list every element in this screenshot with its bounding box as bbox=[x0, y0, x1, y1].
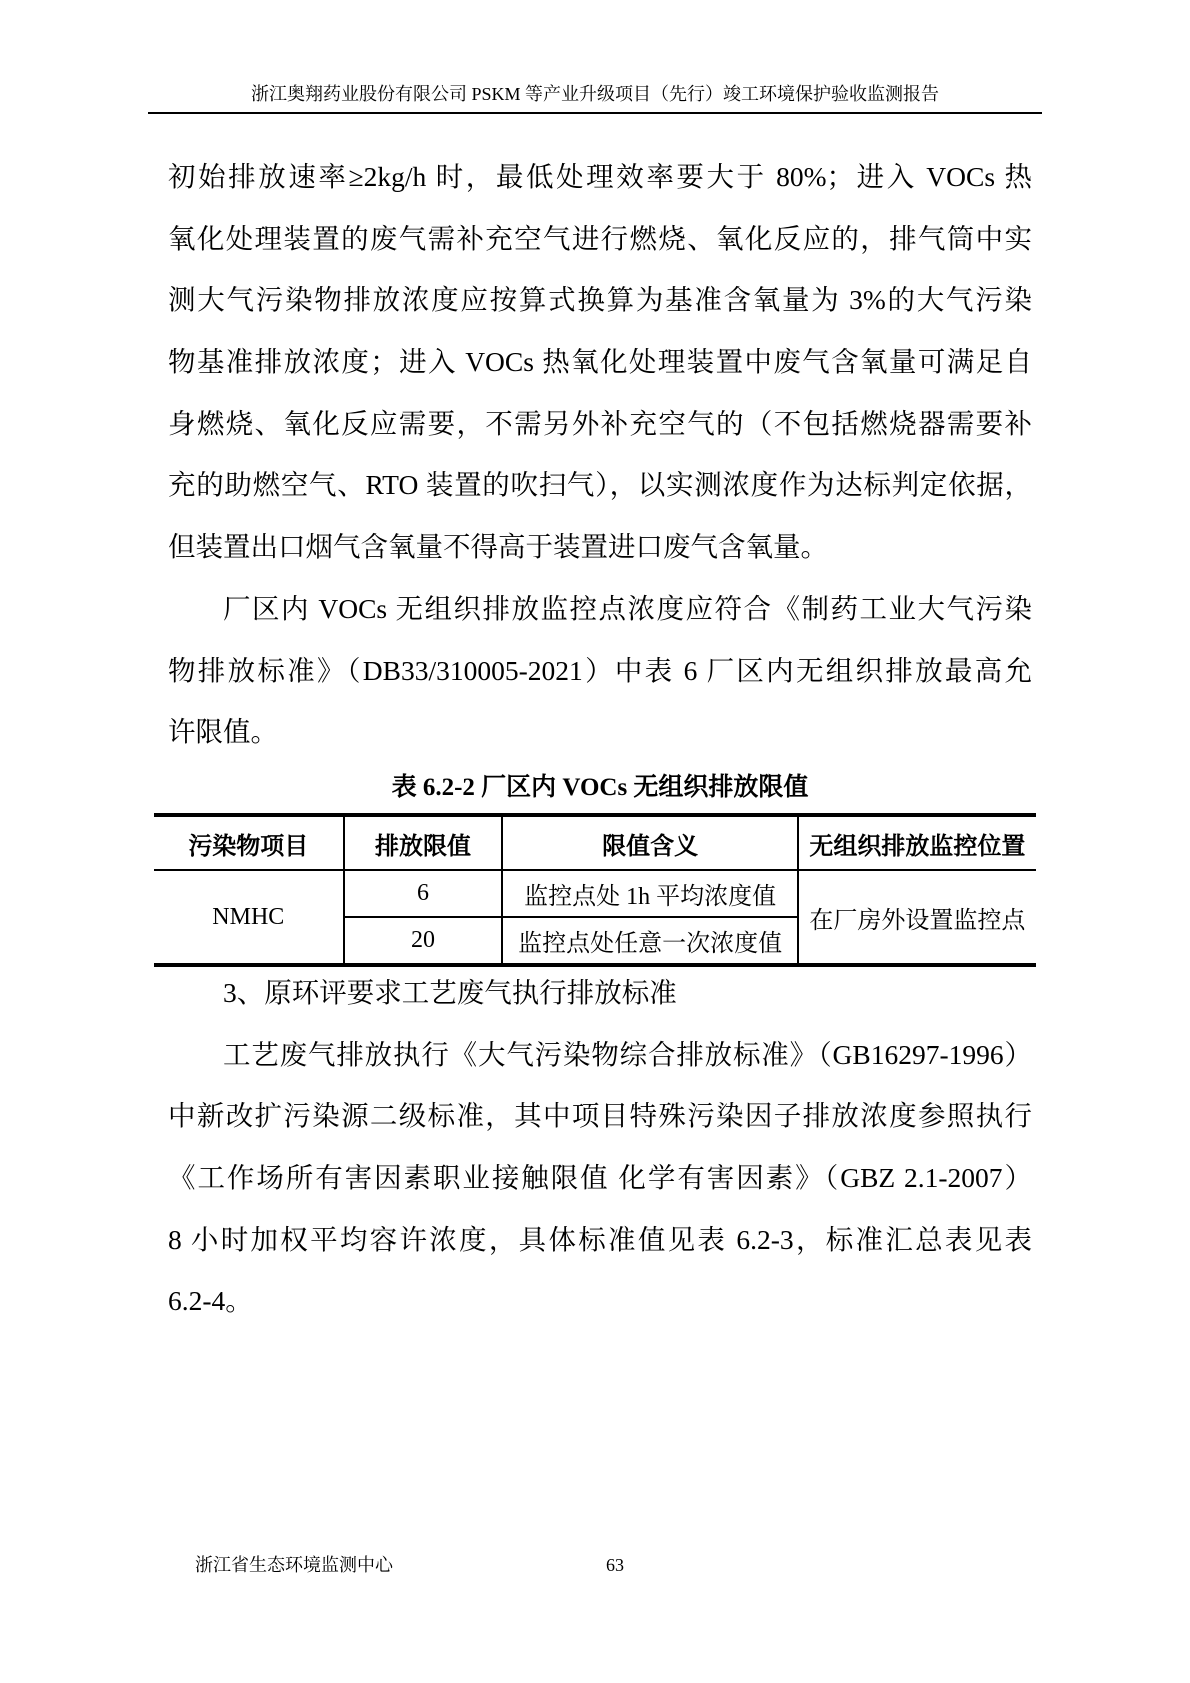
text-line: 《工作场所有害因素职业接触限值 化学有害因素》（GBZ 2.1-2007） bbox=[168, 1162, 1032, 1194]
col-header-location: 无组织排放监控位置 bbox=[798, 815, 1036, 870]
text-line: 物基准排放浓度；进入 VOCs 热氧化处理装置中废气含氧量可满足自 bbox=[168, 346, 1032, 378]
text-line: 厂区内 VOCs 无组织排放监控点浓度应符合《制药工业大气污染 bbox=[223, 592, 1032, 624]
text-line: 初始排放速率≥2kg/h 时，最低处理效率要大于 80%；进入 VOCs 热 bbox=[168, 161, 1032, 192]
text-line: 氧化处理装置的废气需补充空气进行燃烧、氧化反应的，排气筒中实 bbox=[168, 222, 1032, 254]
vocs-limits-table bbox=[154, 813, 1036, 967]
paragraph-2 bbox=[168, 578, 1032, 763]
table-header-row bbox=[154, 815, 1036, 870]
cell-limit: 20 bbox=[344, 917, 503, 965]
body-text-block-a bbox=[168, 146, 1032, 763]
body-text-block-b bbox=[168, 962, 1032, 1332]
footer-organization: 浙江省生态环境监测中心 bbox=[195, 1555, 393, 1575]
text-line: 测大气污染物排放浓度应按算式换算为基准含氧量为 3%的大气污染 bbox=[168, 284, 1032, 316]
paragraph-3 bbox=[168, 962, 1032, 1024]
text-line: 许限值。 bbox=[168, 716, 278, 748]
cell-monitor-location: 在厂房外设置监控点 bbox=[809, 907, 1026, 934]
page-footer bbox=[195, 1552, 1035, 1578]
section-heading: 3、原环评要求工艺废气执行排放标准 bbox=[223, 977, 677, 1008]
paragraph-1 bbox=[168, 146, 1032, 578]
col-header-meaning: 限值含义 bbox=[502, 815, 797, 870]
table-caption: 表 6.2-2 厂区内 VOCs 无组织排放限值 bbox=[391, 774, 809, 801]
table-row bbox=[154, 870, 1036, 917]
cell-limit: 6 bbox=[344, 870, 503, 917]
text-line: 但装置出口烟气含氧量不得高于装置进口废气含氧量。 bbox=[168, 531, 828, 563]
col-header-pollutant: 污染物项目 bbox=[154, 815, 344, 870]
col-header-limit: 排放限值 bbox=[344, 815, 503, 870]
text-line: 身燃烧、氧化反应需要，不需另外补充空气的（不包括燃烧器需要补 bbox=[168, 407, 1032, 439]
text-line: 工艺废气排放执行《大气污染物综合排放标准》（GB16297-1996） bbox=[223, 1038, 1032, 1070]
header-rule bbox=[148, 112, 1042, 114]
cell-meaning: 监控点处任意一次浓度值 bbox=[502, 917, 797, 965]
page-header-title: 浙江奥翔药业股份有限公司 PSKM 等产业升级项目（先行）竣工环境保护验收监测报告 bbox=[250, 84, 940, 104]
text-line: 8 小时加权平均容许浓度，具体标准值见表 6.2-3，标准汇总表见表 bbox=[168, 1223, 1032, 1255]
cell-pollutant: NMHC bbox=[154, 870, 344, 965]
page-number: 63 bbox=[606, 1555, 624, 1575]
text-line: 物排放标准》（DB33/310005-2021）中表 6 厂区内无组织排放最高允 bbox=[168, 654, 1032, 686]
paragraph-4 bbox=[168, 1024, 1032, 1332]
text-line: 中新改扩污染源二级标准，其中项目特殊污染因子排放浓度参照执行 bbox=[168, 1100, 1032, 1132]
text-line: 6.2-4。 bbox=[168, 1285, 253, 1317]
text-line: 充的助燃空气、RTO 装置的吹扫气），以实测浓度作为达标判定依据， bbox=[168, 469, 1032, 501]
cell-meaning: 监控点处 1h 平均浓度值 bbox=[502, 870, 797, 917]
